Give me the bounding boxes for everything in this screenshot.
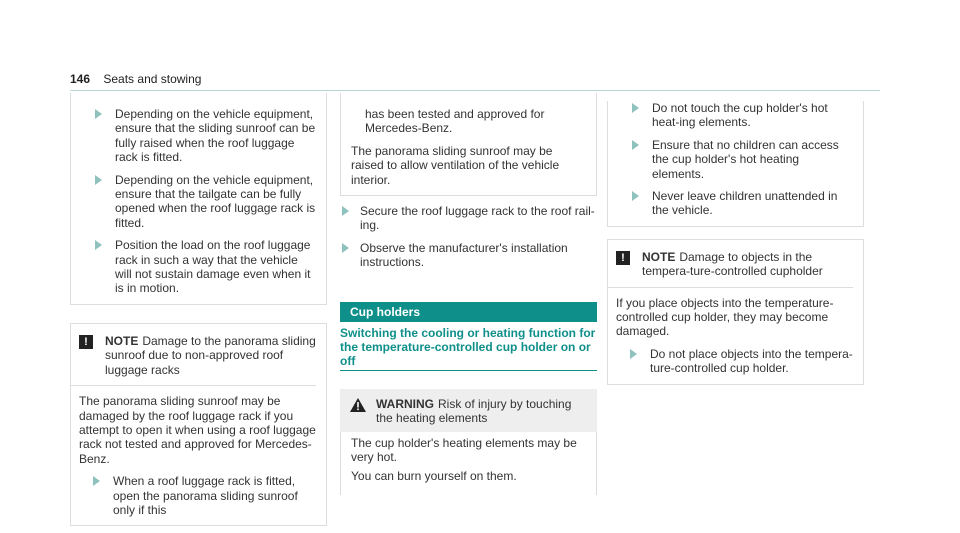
section-subtitle: Switching the cooling or heating function for the temperature-controlled cup holder on or off xyxy=(340,326,596,369)
bullet-arrow-icon xyxy=(93,476,100,486)
note-header xyxy=(71,324,316,386)
note-title: Damage to the panorama sliding sunroof due to non-approved roof luggage racks xyxy=(105,333,316,377)
warning-title: Risk of injury by touching the heating elements xyxy=(376,397,572,426)
section-rule xyxy=(340,370,597,371)
list-item: Depending on the vehicle equipment, ensure that the sliding sunroof can be fully raised when the roof luggage rack is fitted. xyxy=(81,107,316,165)
bullet-arrow-icon xyxy=(95,109,102,119)
note-paragraph: The panorama sliding sunroof may be damaged by the roof luggage rack if you attempt to open it when using a roof luggage rack not tested and approved for Mercedes-Benz. xyxy=(79,394,316,466)
list-item: Never leave children unattended in the vehicle. xyxy=(618,189,853,218)
warning-body xyxy=(340,432,597,495)
bullet-arrow-icon xyxy=(632,191,639,201)
bullet-box xyxy=(70,93,327,305)
note-label: NOTE xyxy=(642,249,676,264)
bullet-arrow-icon xyxy=(342,243,349,253)
page-header xyxy=(70,72,201,86)
header-rule xyxy=(70,90,880,91)
list-item: Do not touch the cup holder's hot heat-ing elements. xyxy=(618,101,853,130)
warning-line: The cup holder's heating elements may be very hot. xyxy=(351,435,577,465)
section-title: Cup holders xyxy=(340,302,597,322)
bullet-arrow-icon xyxy=(632,103,639,113)
warning-triangle-icon xyxy=(350,398,366,412)
warning-label: WARNING xyxy=(376,397,434,412)
exclamation-icon: ! xyxy=(79,335,93,349)
page-number: 146 xyxy=(70,72,91,86)
bullet-arrow-icon xyxy=(342,206,349,216)
list-item: Position the load on the roof luggage rack in such a way that the vehicle will not sustain damage even when it is in motion. xyxy=(81,238,316,296)
note-paragraph: If you place objects into the temperature-controlled cup holder, they may become damaged. xyxy=(616,295,834,339)
list-item: Depending on the vehicle equipment, ensure that the tailgate can be fully opened when the roof luggage rack is fitted. xyxy=(81,173,316,231)
note-header xyxy=(608,240,853,288)
column-1 xyxy=(70,93,327,526)
bullet-arrow-icon xyxy=(632,140,639,150)
column-2 xyxy=(340,93,597,495)
bullet-arrow-icon xyxy=(630,349,637,359)
warning-line: You can burn yourself on them. xyxy=(351,468,517,483)
column-3 xyxy=(607,93,864,385)
bullet-arrow-icon xyxy=(95,175,102,185)
list-item: Ensure that no children can access the cup holder's hot heating elements. xyxy=(618,138,853,181)
list-item: When a roof luggage rack is fitted, open the panorama sliding sunroof only if this xyxy=(79,474,316,517)
list-item: Observe the manufacturer's installation instructions. xyxy=(340,241,597,270)
list-item: Secure the roof luggage rack to the roof rail-ing. xyxy=(340,204,597,233)
note-title: Damage to objects in the tempera-ture-controlled cupholder xyxy=(642,249,823,279)
list-item: Do not place objects into the tempera-ture-controlled cup holder. xyxy=(616,347,853,376)
note-box xyxy=(70,323,327,526)
note-label: NOTE xyxy=(105,333,139,348)
note-box xyxy=(607,239,864,385)
note-paragraph: The panorama sliding sunroof may be raised to allow ventilation of the vehicle interior. xyxy=(351,143,560,187)
note-continuation: has been tested and approved for Mercedes-Benz. The panorama sliding sunroof may be raised to allow ventilation of the vehicle interior. xyxy=(340,93,597,196)
section-name: Seats and stowing xyxy=(103,72,202,86)
bullet-list xyxy=(340,204,597,276)
bullet-arrow-icon xyxy=(95,240,102,250)
bullet-box xyxy=(607,101,864,227)
warning-header xyxy=(340,389,597,432)
exclamation-icon: ! xyxy=(616,251,630,265)
